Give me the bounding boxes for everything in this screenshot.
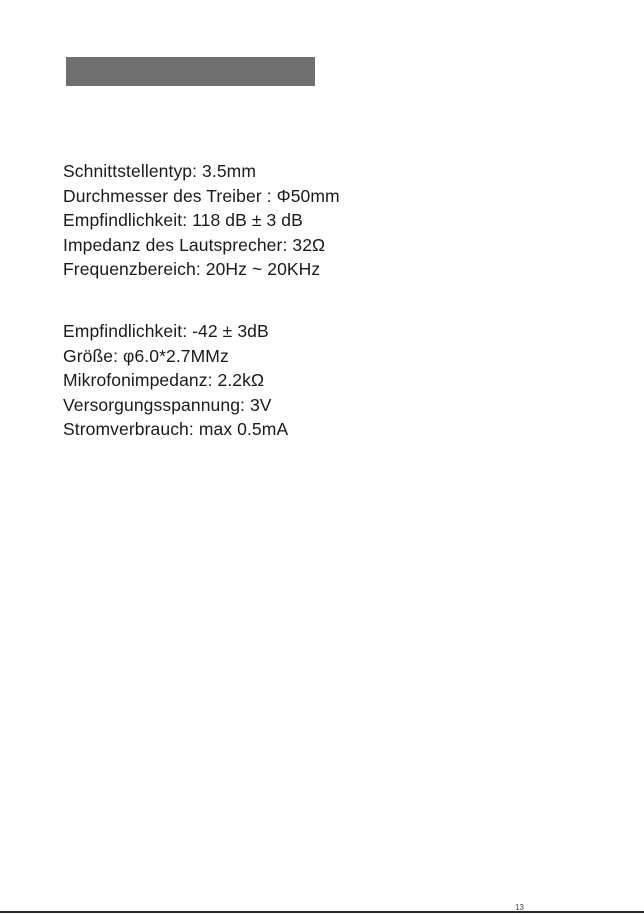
spec-speaker-sensitivity: Empfindlichkeit: 118 dB ± 3 dB xyxy=(63,210,303,230)
spec-supply-voltage: Versorgungsspannung: 3V xyxy=(63,394,272,415)
speaker-spec-list xyxy=(63,159,340,282)
spec-interface-type: Schnittstellentyp: 3.5mm xyxy=(63,161,257,181)
spec-speaker-impedance: Impedanz des Lautsprecher: 32Ω xyxy=(63,234,326,255)
footer-rule xyxy=(0,911,644,913)
spec-power-consumption: Stromverbrauch: max 0.5mA xyxy=(63,419,289,439)
spec-mic-sensitivity: Empfindlichkeit: -42 ± 3dB xyxy=(63,321,269,341)
spec-frequency-range: Frequenzbereich: 20Hz ~ 20KHz xyxy=(63,259,321,279)
section-header-bar xyxy=(66,57,315,86)
spec-mic-impedance: Mikrofonimpedanz: 2.2kΩ xyxy=(63,370,265,390)
spec-mic-size: Größe: φ6.0*2.7MMz xyxy=(63,345,229,366)
microphone-spec-list xyxy=(63,319,288,442)
spec-driver-diameter: Durchmesser des Treiber : Φ50mm xyxy=(63,185,340,206)
page-number: 13 xyxy=(515,903,524,912)
